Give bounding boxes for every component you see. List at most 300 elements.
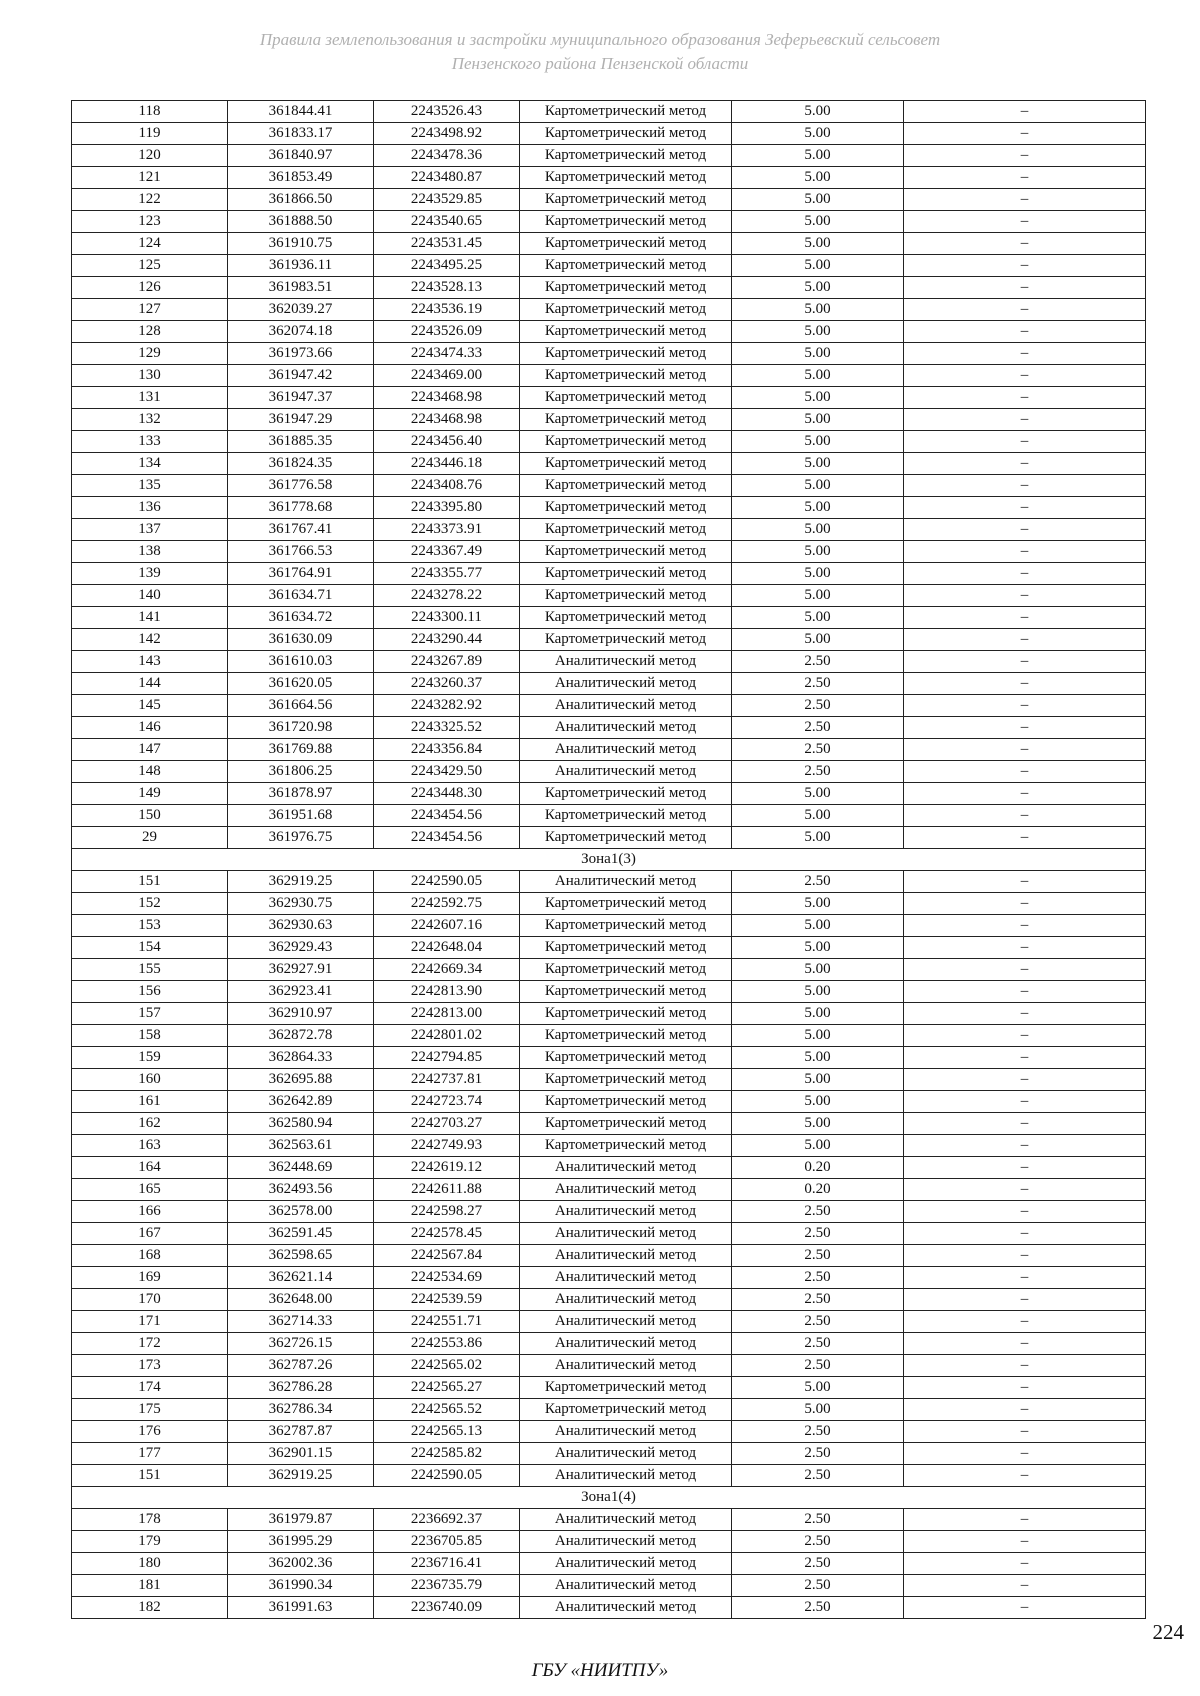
table-row <box>72 1597 1146 1619</box>
accuracy-cell: 5.00 <box>732 541 904 563</box>
point-number-cell: 155 <box>72 959 228 981</box>
page-number: 224 <box>1152 1620 1184 1644</box>
x-coordinate-cell: 362578.00 <box>228 1201 374 1223</box>
y-coordinate-cell: 2243480.87 <box>374 167 520 189</box>
description-cell: – <box>904 1113 1146 1135</box>
x-coordinate-cell: 361664.56 <box>228 695 374 717</box>
table-row <box>72 1113 1146 1135</box>
description-cell: – <box>904 343 1146 365</box>
method-cell: Картометрический метод <box>520 629 732 651</box>
coordinates-table-body <box>72 101 1146 1619</box>
table-row <box>72 255 1146 277</box>
x-coordinate-cell: 362930.75 <box>228 893 374 915</box>
table-row <box>72 585 1146 607</box>
table-row <box>72 1223 1146 1245</box>
table-row <box>72 937 1146 959</box>
x-coordinate-cell: 362786.28 <box>228 1377 374 1399</box>
description-cell: – <box>904 563 1146 585</box>
table-row <box>72 629 1146 651</box>
table-row <box>72 1575 1146 1597</box>
y-coordinate-cell: 2242703.27 <box>374 1113 520 1135</box>
accuracy-cell: 5.00 <box>732 629 904 651</box>
x-coordinate-cell: 361947.42 <box>228 365 374 387</box>
accuracy-cell: 5.00 <box>732 1047 904 1069</box>
method-cell: Аналитический метод <box>520 1267 732 1289</box>
point-number-cell: 120 <box>72 145 228 167</box>
x-coordinate-cell: 361976.75 <box>228 827 374 849</box>
method-cell: Аналитический метод <box>520 871 732 893</box>
point-number-cell: 122 <box>72 189 228 211</box>
y-coordinate-cell: 2243528.13 <box>374 277 520 299</box>
point-number-cell: 172 <box>72 1333 228 1355</box>
y-coordinate-cell: 2242813.90 <box>374 981 520 1003</box>
method-cell: Картометрический метод <box>520 299 732 321</box>
method-cell: Аналитический метод <box>520 761 732 783</box>
method-cell: Аналитический метод <box>520 1355 732 1377</box>
y-coordinate-cell: 2243282.92 <box>374 695 520 717</box>
table-row <box>72 651 1146 673</box>
description-cell: – <box>904 167 1146 189</box>
y-coordinate-cell: 2243355.77 <box>374 563 520 585</box>
table-row <box>72 915 1146 937</box>
description-cell: – <box>904 937 1146 959</box>
method-cell: Аналитический метод <box>520 1531 732 1553</box>
y-coordinate-cell: 2243446.18 <box>374 453 520 475</box>
y-coordinate-cell: 2243478.36 <box>374 145 520 167</box>
x-coordinate-cell: 361766.53 <box>228 541 374 563</box>
y-coordinate-cell: 2243290.44 <box>374 629 520 651</box>
y-coordinate-cell: 2236716.41 <box>374 1553 520 1575</box>
running-header-line2: Пензенского района Пензенской области <box>451 54 749 73</box>
description-cell: – <box>904 1003 1146 1025</box>
y-coordinate-cell: 2242567.84 <box>374 1245 520 1267</box>
accuracy-cell: 5.00 <box>732 981 904 1003</box>
point-number-cell: 166 <box>72 1201 228 1223</box>
description-cell: – <box>904 475 1146 497</box>
table-row <box>72 299 1146 321</box>
y-coordinate-cell: 2242551.71 <box>374 1311 520 1333</box>
y-coordinate-cell: 2242813.00 <box>374 1003 520 1025</box>
table-row <box>72 123 1146 145</box>
method-cell: Картометрический метод <box>520 563 732 585</box>
accuracy-cell: 2.50 <box>732 1575 904 1597</box>
accuracy-cell: 5.00 <box>732 453 904 475</box>
y-coordinate-cell: 2243325.52 <box>374 717 520 739</box>
y-coordinate-cell: 2243448.30 <box>374 783 520 805</box>
point-number-cell: 124 <box>72 233 228 255</box>
accuracy-cell: 5.00 <box>732 1069 904 1091</box>
x-coordinate-cell: 362901.15 <box>228 1443 374 1465</box>
x-coordinate-cell: 361620.05 <box>228 673 374 695</box>
accuracy-cell: 5.00 <box>732 277 904 299</box>
description-cell: – <box>904 519 1146 541</box>
description-cell: – <box>904 1267 1146 1289</box>
method-cell: Аналитический метод <box>520 695 732 717</box>
x-coordinate-cell: 361995.29 <box>228 1531 374 1553</box>
point-number-cell: 161 <box>72 1091 228 1113</box>
table-row <box>72 827 1146 849</box>
description-cell: – <box>904 409 1146 431</box>
method-cell: Картометрический метод <box>520 189 732 211</box>
method-cell: Картометрический метод <box>520 827 732 849</box>
accuracy-cell: 5.00 <box>732 607 904 629</box>
description-cell: – <box>904 1443 1146 1465</box>
y-coordinate-cell: 2243300.11 <box>374 607 520 629</box>
accuracy-cell: 5.00 <box>732 1377 904 1399</box>
table-row <box>72 1377 1146 1399</box>
description-cell: – <box>904 871 1146 893</box>
x-coordinate-cell: 361630.09 <box>228 629 374 651</box>
x-coordinate-cell: 362864.33 <box>228 1047 374 1069</box>
description-cell: – <box>904 453 1146 475</box>
x-coordinate-cell: 361973.66 <box>228 343 374 365</box>
description-cell: – <box>904 1421 1146 1443</box>
y-coordinate-cell: 2242619.12 <box>374 1157 520 1179</box>
table-row <box>72 321 1146 343</box>
method-cell: Картометрический метод <box>520 805 732 827</box>
x-coordinate-cell: 361866.50 <box>228 189 374 211</box>
y-coordinate-cell: 2243526.43 <box>374 101 520 123</box>
method-cell: Картометрический метод <box>520 937 732 959</box>
description-cell: – <box>904 651 1146 673</box>
method-cell: Картометрический метод <box>520 255 732 277</box>
x-coordinate-cell: 362039.27 <box>228 299 374 321</box>
method-cell: Аналитический метод <box>520 1201 732 1223</box>
zone-label: Зона1(3) <box>72 849 1146 871</box>
description-cell: – <box>904 761 1146 783</box>
point-number-cell: 173 <box>72 1355 228 1377</box>
accuracy-cell: 5.00 <box>732 1091 904 1113</box>
method-cell: Картометрический метод <box>520 211 732 233</box>
accuracy-cell: 5.00 <box>732 321 904 343</box>
y-coordinate-cell: 2242669.34 <box>374 959 520 981</box>
table-row <box>72 189 1146 211</box>
y-coordinate-cell: 2242723.74 <box>374 1091 520 1113</box>
method-cell: Картометрический метод <box>520 365 732 387</box>
footer-organization: ГБУ «НИИТПУ» <box>531 1660 669 1681</box>
accuracy-cell: 5.00 <box>732 123 904 145</box>
accuracy-cell: 2.50 <box>732 761 904 783</box>
description-cell: – <box>904 1223 1146 1245</box>
method-cell: Аналитический метод <box>520 673 732 695</box>
table-row <box>72 277 1146 299</box>
method-cell: Картометрический метод <box>520 959 732 981</box>
description-cell: – <box>904 1553 1146 1575</box>
method-cell: Картометрический метод <box>520 431 732 453</box>
table-row <box>72 101 1146 123</box>
table-row <box>72 1443 1146 1465</box>
y-coordinate-cell: 2242539.59 <box>374 1289 520 1311</box>
table-row <box>72 893 1146 915</box>
y-coordinate-cell: 2236692.37 <box>374 1509 520 1531</box>
x-coordinate-cell: 361936.11 <box>228 255 374 277</box>
table-row <box>72 1509 1146 1531</box>
running-header-line1: Правила землепользования и застройки муниципального образования Зеферьевский сельсовет <box>259 30 941 49</box>
point-number-cell: 29 <box>72 827 228 849</box>
point-number-cell: 125 <box>72 255 228 277</box>
accuracy-cell: 2.50 <box>732 1289 904 1311</box>
point-number-cell: 158 <box>72 1025 228 1047</box>
accuracy-cell: 2.50 <box>732 651 904 673</box>
point-number-cell: 164 <box>72 1157 228 1179</box>
x-coordinate-cell: 362621.14 <box>228 1267 374 1289</box>
table-row <box>72 1267 1146 1289</box>
description-cell: – <box>904 915 1146 937</box>
point-number-cell: 181 <box>72 1575 228 1597</box>
y-coordinate-cell: 2242737.81 <box>374 1069 520 1091</box>
description-cell: – <box>904 211 1146 233</box>
point-number-cell: 163 <box>72 1135 228 1157</box>
method-cell: Картометрический метод <box>520 233 732 255</box>
accuracy-cell: 2.50 <box>732 1553 904 1575</box>
method-cell: Аналитический метод <box>520 1245 732 1267</box>
description-cell: – <box>904 321 1146 343</box>
point-number-cell: 151 <box>72 1465 228 1487</box>
x-coordinate-cell: 362787.26 <box>228 1355 374 1377</box>
table-row <box>72 1047 1146 1069</box>
point-number-cell: 152 <box>72 893 228 915</box>
description-cell: – <box>904 189 1146 211</box>
accuracy-cell: 5.00 <box>732 101 904 123</box>
x-coordinate-cell: 361776.58 <box>228 475 374 497</box>
description-cell: – <box>904 805 1146 827</box>
point-number-cell: 137 <box>72 519 228 541</box>
point-number-cell: 133 <box>72 431 228 453</box>
description-cell: – <box>904 893 1146 915</box>
method-cell: Картометрический метод <box>520 101 732 123</box>
accuracy-cell: 5.00 <box>732 519 904 541</box>
accuracy-cell: 5.00 <box>732 387 904 409</box>
x-coordinate-cell: 362726.15 <box>228 1333 374 1355</box>
accuracy-cell: 5.00 <box>732 959 904 981</box>
x-coordinate-cell: 361853.49 <box>228 167 374 189</box>
coordinates-table <box>71 100 1146 1619</box>
description-cell: – <box>904 585 1146 607</box>
accuracy-cell: 2.50 <box>732 717 904 739</box>
point-number-cell: 126 <box>72 277 228 299</box>
x-coordinate-cell: 362919.25 <box>228 871 374 893</box>
y-coordinate-cell: 2243456.40 <box>374 431 520 453</box>
x-coordinate-cell: 361840.97 <box>228 145 374 167</box>
method-cell: Аналитический метод <box>520 1223 732 1245</box>
table-row <box>72 673 1146 695</box>
table-row <box>72 1399 1146 1421</box>
x-coordinate-cell: 362714.33 <box>228 1311 374 1333</box>
table-row <box>72 409 1146 431</box>
y-coordinate-cell: 2236740.09 <box>374 1597 520 1619</box>
x-coordinate-cell: 362929.43 <box>228 937 374 959</box>
description-cell: – <box>904 101 1146 123</box>
method-cell: Картометрический метод <box>520 1003 732 1025</box>
x-coordinate-cell: 362448.69 <box>228 1157 374 1179</box>
point-number-cell: 178 <box>72 1509 228 1531</box>
table-row <box>72 167 1146 189</box>
accuracy-cell: 5.00 <box>732 1003 904 1025</box>
point-number-cell: 167 <box>72 1223 228 1245</box>
x-coordinate-cell: 362563.61 <box>228 1135 374 1157</box>
method-cell: Картометрический метод <box>520 519 732 541</box>
point-number-cell: 148 <box>72 761 228 783</box>
accuracy-cell: 5.00 <box>732 893 904 915</box>
table-row <box>72 1135 1146 1157</box>
accuracy-cell: 5.00 <box>732 1135 904 1157</box>
x-coordinate-cell: 362591.45 <box>228 1223 374 1245</box>
point-number-cell: 143 <box>72 651 228 673</box>
method-cell: Картометрический метод <box>520 1047 732 1069</box>
method-cell: Аналитический метод <box>520 1289 732 1311</box>
y-coordinate-cell: 2242749.93 <box>374 1135 520 1157</box>
description-cell: – <box>904 1509 1146 1531</box>
description-cell: – <box>904 1311 1146 1333</box>
description-cell: – <box>904 1157 1146 1179</box>
table-row <box>72 739 1146 761</box>
x-coordinate-cell: 362910.97 <box>228 1003 374 1025</box>
x-coordinate-cell: 362648.00 <box>228 1289 374 1311</box>
y-coordinate-cell: 2243529.85 <box>374 189 520 211</box>
y-coordinate-cell: 2243540.65 <box>374 211 520 233</box>
accuracy-cell: 2.50 <box>732 673 904 695</box>
table-row <box>72 761 1146 783</box>
point-number-cell: 129 <box>72 343 228 365</box>
description-cell: – <box>904 1333 1146 1355</box>
y-coordinate-cell: 2242598.27 <box>374 1201 520 1223</box>
accuracy-cell: 2.50 <box>732 1267 904 1289</box>
x-coordinate-cell: 361806.25 <box>228 761 374 783</box>
point-number-cell: 156 <box>72 981 228 1003</box>
table-row <box>72 1201 1146 1223</box>
method-cell: Картометрический метод <box>520 167 732 189</box>
x-coordinate-cell: 361764.91 <box>228 563 374 585</box>
table-row <box>72 497 1146 519</box>
y-coordinate-cell: 2243468.98 <box>374 409 520 431</box>
point-number-cell: 127 <box>72 299 228 321</box>
point-number-cell: 150 <box>72 805 228 827</box>
y-coordinate-cell: 2242590.05 <box>374 1465 520 1487</box>
zone-header-row <box>72 849 1146 871</box>
table-row <box>72 233 1146 255</box>
y-coordinate-cell: 2242607.16 <box>374 915 520 937</box>
description-cell: – <box>904 1355 1146 1377</box>
accuracy-cell: 5.00 <box>732 409 904 431</box>
description-cell: – <box>904 783 1146 805</box>
accuracy-cell: 5.00 <box>732 167 904 189</box>
point-number-cell: 182 <box>72 1597 228 1619</box>
point-number-cell: 144 <box>72 673 228 695</box>
accuracy-cell: 5.00 <box>732 1113 904 1135</box>
accuracy-cell: 0.20 <box>732 1179 904 1201</box>
method-cell: Картометрический метод <box>520 387 732 409</box>
point-number-cell: 176 <box>72 1421 228 1443</box>
point-number-cell: 146 <box>72 717 228 739</box>
table-row <box>72 1003 1146 1025</box>
table-row <box>72 211 1146 233</box>
x-coordinate-cell: 361844.41 <box>228 101 374 123</box>
accuracy-cell: 5.00 <box>732 1399 904 1421</box>
accuracy-cell: 2.50 <box>732 1333 904 1355</box>
table-row <box>72 1465 1146 1487</box>
description-cell: – <box>904 145 1146 167</box>
description-cell: – <box>904 123 1146 145</box>
y-coordinate-cell: 2243498.92 <box>374 123 520 145</box>
description-cell: – <box>904 1047 1146 1069</box>
y-coordinate-cell: 2243429.50 <box>374 761 520 783</box>
accuracy-cell: 5.00 <box>732 915 904 937</box>
y-coordinate-cell: 2243531.45 <box>374 233 520 255</box>
accuracy-cell: 5.00 <box>732 343 904 365</box>
table-row <box>72 343 1146 365</box>
x-coordinate-cell: 362919.25 <box>228 1465 374 1487</box>
point-number-cell: 131 <box>72 387 228 409</box>
method-cell: Аналитический метод <box>520 1553 732 1575</box>
point-number-cell: 136 <box>72 497 228 519</box>
method-cell: Картометрический метод <box>520 981 732 1003</box>
table-row <box>72 1355 1146 1377</box>
y-coordinate-cell: 2243454.56 <box>374 805 520 827</box>
running-header <box>0 28 1200 76</box>
table-row <box>72 783 1146 805</box>
description-cell: – <box>904 1179 1146 1201</box>
method-cell: Аналитический метод <box>520 1575 732 1597</box>
description-cell: – <box>904 959 1146 981</box>
y-coordinate-cell: 2243267.89 <box>374 651 520 673</box>
point-number-cell: 145 <box>72 695 228 717</box>
description-cell: – <box>904 695 1146 717</box>
x-coordinate-cell: 362074.18 <box>228 321 374 343</box>
description-cell: – <box>904 1245 1146 1267</box>
x-coordinate-cell: 362580.94 <box>228 1113 374 1135</box>
x-coordinate-cell: 361990.34 <box>228 1575 374 1597</box>
table-row <box>72 1025 1146 1047</box>
table-row <box>72 1289 1146 1311</box>
table-row <box>72 519 1146 541</box>
accuracy-cell: 2.50 <box>732 1245 904 1267</box>
description-cell: – <box>904 717 1146 739</box>
x-coordinate-cell: 361888.50 <box>228 211 374 233</box>
accuracy-cell: 2.50 <box>732 1311 904 1333</box>
x-coordinate-cell: 361910.75 <box>228 233 374 255</box>
y-coordinate-cell: 2243373.91 <box>374 519 520 541</box>
method-cell: Картометрический метод <box>520 409 732 431</box>
accuracy-cell: 5.00 <box>732 299 904 321</box>
method-cell: Картометрический метод <box>520 783 732 805</box>
y-coordinate-cell: 2243526.09 <box>374 321 520 343</box>
description-cell: – <box>904 1465 1146 1487</box>
point-number-cell: 169 <box>72 1267 228 1289</box>
point-number-cell: 140 <box>72 585 228 607</box>
method-cell: Картометрический метод <box>520 1113 732 1135</box>
point-number-cell: 171 <box>72 1311 228 1333</box>
table-row <box>72 981 1146 1003</box>
y-coordinate-cell: 2242592.75 <box>374 893 520 915</box>
description-cell: – <box>904 1531 1146 1553</box>
point-number-cell: 128 <box>72 321 228 343</box>
table-row <box>72 607 1146 629</box>
method-cell: Картометрический метод <box>520 123 732 145</box>
x-coordinate-cell: 361634.72 <box>228 607 374 629</box>
x-coordinate-cell: 361720.98 <box>228 717 374 739</box>
table-row <box>72 145 1146 167</box>
point-number-cell: 134 <box>72 453 228 475</box>
y-coordinate-cell: 2243356.84 <box>374 739 520 761</box>
method-cell: Картометрический метод <box>520 1025 732 1047</box>
point-number-cell: 177 <box>72 1443 228 1465</box>
zone-label: Зона1(4) <box>72 1487 1146 1509</box>
y-coordinate-cell: 2243395.80 <box>374 497 520 519</box>
description-cell: – <box>904 1201 1146 1223</box>
table-row <box>72 1531 1146 1553</box>
table-row <box>72 453 1146 475</box>
table-row <box>72 717 1146 739</box>
